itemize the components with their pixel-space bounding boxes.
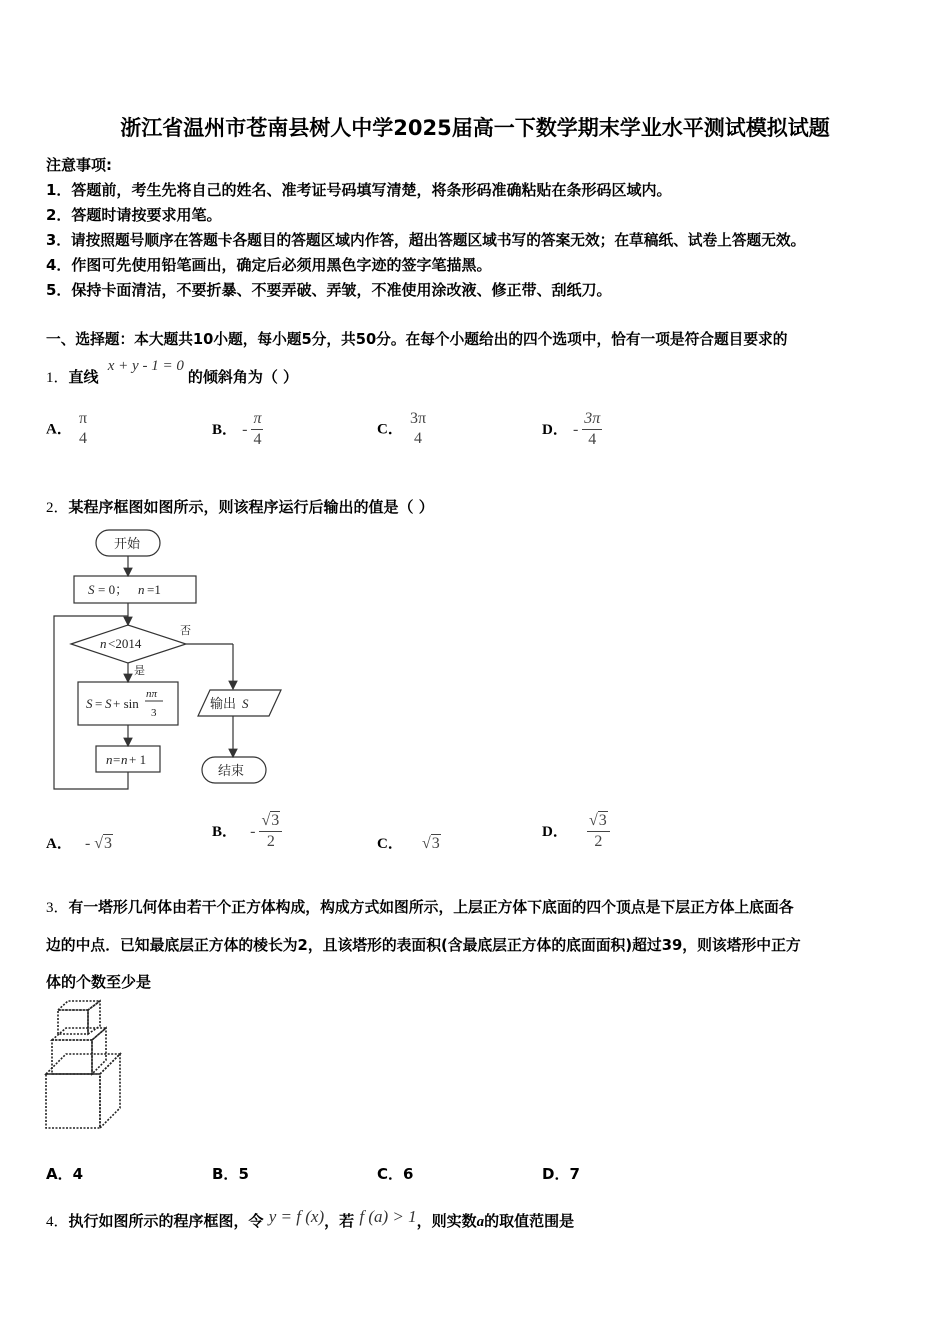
output-label: 输出 (210, 697, 237, 712)
flowchart (46, 524, 296, 799)
notice-item: 4．作图可先使用铅笔画出，确定后必须用黑色字迹的签字笔描黑。 (46, 256, 492, 274)
notice-item: 1．答题前，考生先将自己的姓名、准考证号码填写清楚，将条形码准确粘贴在条形码区域内。 (46, 181, 672, 199)
svg-text:n: n (106, 752, 113, 767)
yes-label: 是 (134, 664, 145, 677)
notice-heading: 注意事项: (46, 156, 112, 174)
equation: x + y - 1 = 0 (107, 358, 184, 374)
option-d[interactable]: D．7 (542, 1165, 580, 1183)
option-c[interactable]: C． √3 (377, 835, 440, 852)
svg-text:S: S (242, 696, 249, 711)
question-3 (46, 896, 794, 917)
question-text: 的倾斜角为（ ） (187, 368, 299, 386)
question-number: 3． (46, 900, 69, 916)
svg-text:+ 1: + 1 (129, 752, 147, 767)
question-text: 体的个数至少是 (46, 973, 152, 991)
svg-text:n: n (138, 582, 145, 597)
fraction: $\frac{3\pi}{4}$ (584, 410, 601, 448)
equation: y = f (x) (268, 1207, 325, 1226)
section-heading: 一、选择题：本大题共10小题，每小题5分，共50分。在每个小题给出的四个选项中，恰有一项是符合题目要求的 (46, 331, 788, 348)
option-c[interactable]: C．6 (377, 1165, 414, 1183)
option-a[interactable]: A． - √3 (46, 835, 113, 852)
question-number: 4． (46, 1214, 69, 1230)
equation: f (a) > 1 (359, 1207, 417, 1226)
question-text: 边的中点．已知最底层正方体的棱长为2，且该塔形的表面积(含最底层正方体的底面面积)超过39，则该塔形中正方 (46, 937, 801, 954)
svg-text:nπ: nπ (146, 688, 158, 700)
fraction: $\frac{√3}{2}$ (587, 812, 610, 851)
fraction: 3π 4 (409, 410, 427, 447)
question-text: ，若 (324, 1212, 355, 1230)
notice-item: 2．答题时请按要求用笔。 (46, 206, 222, 224)
page-title: 浙江省温州市苍南县树人中学2025届高一下数学期末学业水平测试模拟试题 (120, 116, 830, 140)
fraction: $\frac{\pi}{4}$ (253, 410, 262, 448)
start-label: 开始 (114, 537, 141, 552)
svg-text:=: = (95, 696, 103, 711)
question-text: 有一塔形几何体由若干个正方体构成，构成方式如图所示，上层正方体下底面的四个顶点是下层正方体上底面各 (68, 899, 794, 916)
option-b[interactable]: B． - $\frac{\pi}{4}$ (212, 410, 262, 448)
question-text: 执行如图所示的程序框图，令 (68, 1212, 264, 1230)
sqrt: √3 (94, 835, 113, 852)
svg-text:=1: =1 (147, 582, 161, 597)
svg-text:n: n (121, 752, 128, 767)
tower-figure (44, 998, 126, 1130)
svg-text:=: = (113, 752, 121, 767)
option-a[interactable]: A． π 4 (46, 410, 88, 447)
question-text: ，则实数 (416, 1212, 477, 1230)
option-d[interactable]: D． $\frac{√3}{2}$ (542, 812, 610, 851)
question-number: 1． (46, 370, 69, 386)
option-c[interactable]: C． 3π 4 (377, 410, 427, 447)
fraction: $\frac{√3}{2}$ (259, 812, 282, 851)
question-text: 的取值范围是 (484, 1212, 575, 1230)
end-label: 结束 (218, 764, 245, 779)
option-b[interactable]: B．5 (212, 1165, 249, 1183)
svg-text:S: S (86, 696, 93, 711)
notice-item: 5．保持卡面清洁，不要折暴、不要弄破、弄皱，不准使用涂改液、修正带、刮纸刀。 (46, 281, 612, 299)
svg-text:n: n (100, 636, 107, 651)
question-text: 某程序框图如图所示，则该程序运行后输出的值是（ ） (68, 498, 434, 516)
question-2 (46, 496, 434, 517)
option-d[interactable]: D． - $\frac{3\pi}{4}$ (542, 410, 601, 448)
fraction: π 4 (78, 410, 88, 447)
variable: a (476, 1214, 485, 1230)
svg-text:+ sin: + sin (113, 696, 139, 711)
svg-text:<2014: <2014 (108, 636, 142, 651)
question-text: 直线 (68, 368, 99, 386)
question-4 (46, 1207, 575, 1231)
option-a[interactable]: A．4 (46, 1165, 84, 1183)
svg-text:= 0；: = 0； (98, 582, 129, 597)
sqrt: √3 (421, 835, 440, 852)
svg-text:S: S (88, 582, 95, 597)
no-label: 否 (180, 624, 191, 637)
svg-text:3: 3 (151, 707, 157, 719)
svg-text:S: S (105, 696, 112, 711)
question-1 (46, 358, 299, 387)
question-number: 2． (46, 500, 69, 516)
option-b[interactable]: B． - $\frac{√3}{2}$ (212, 812, 282, 851)
notice-item: 3．请按照题号顺序在答题卡各题目的答题区域内作答，超出答题区域书写的答案无效；在草稿纸、试卷上答题无效。 (46, 232, 806, 249)
